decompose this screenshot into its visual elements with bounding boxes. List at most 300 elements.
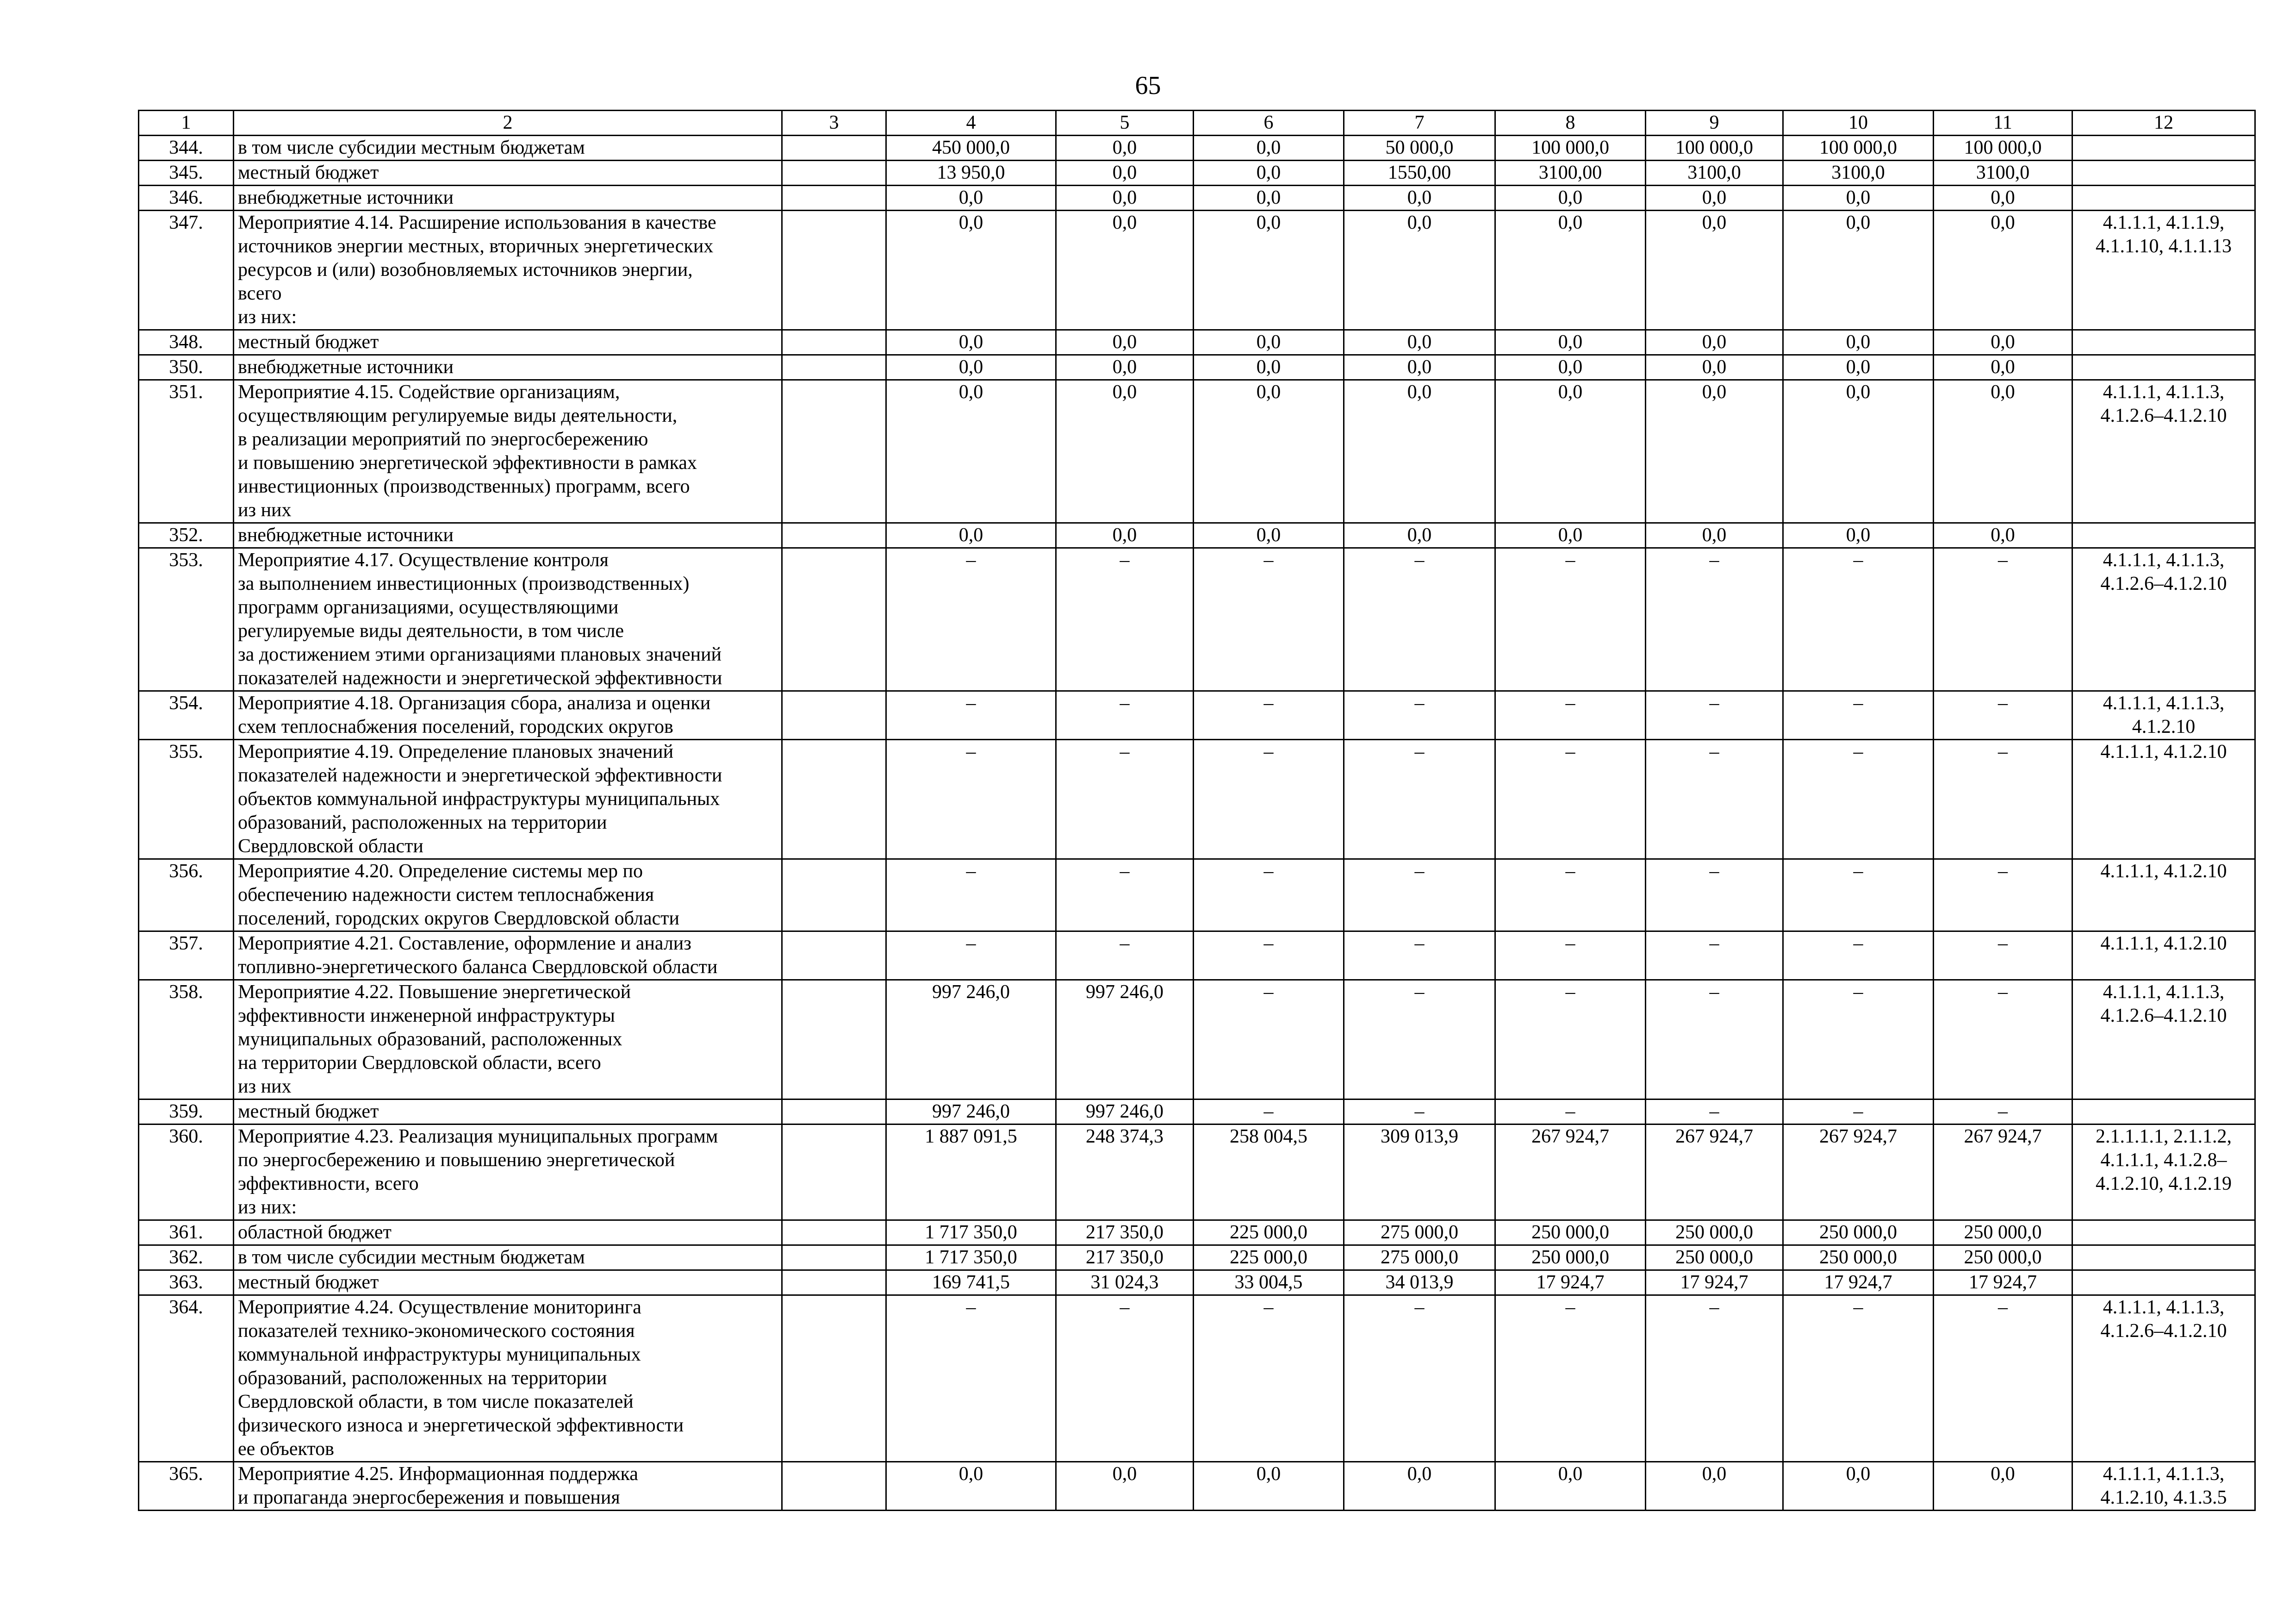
- item-name-cell: [234, 740, 782, 859]
- row-number-cell: 351.: [139, 380, 234, 523]
- item-name-cell: [234, 1295, 782, 1462]
- value-cell: 50 000,0: [1344, 136, 1495, 161]
- target-reference-cell: [2072, 355, 2255, 380]
- value-cell: 0,0: [1194, 211, 1344, 330]
- program-table: [138, 110, 2256, 1511]
- value-cell: 3100,0: [1934, 161, 2072, 186]
- table-row: [139, 1220, 2255, 1245]
- value-cell: 0,0: [1056, 161, 1194, 186]
- item-name-line: поселений, городских округов Свердловской области: [238, 908, 679, 929]
- value-cell: –: [1056, 1295, 1194, 1462]
- value-cell: 0,0: [1783, 211, 1934, 330]
- table-row: [139, 330, 2255, 355]
- value-cell: –: [1495, 1295, 1646, 1462]
- item-name-line: местный бюджет: [238, 1272, 379, 1293]
- value-cell: 33 004,5: [1194, 1270, 1344, 1295]
- item-name-cell: [234, 136, 782, 161]
- item-name-line: топливно-энергетического баланса Свердловской области: [238, 956, 718, 978]
- value-cell: –: [1934, 1099, 2072, 1124]
- table-row: [139, 380, 2255, 523]
- value-cell: 250 000,0: [1934, 1245, 2072, 1270]
- value-cell: 0,0: [1194, 380, 1344, 523]
- item-name-line: программ организациями, осуществляющими: [238, 597, 619, 618]
- value-cell: 34 013,9: [1344, 1270, 1495, 1295]
- value-cell: –: [1646, 1295, 1783, 1462]
- value-cell: 0,0: [1646, 1462, 1783, 1511]
- value-cell: 0,0: [1934, 355, 2072, 380]
- value-cell: 0,0: [1934, 380, 2072, 523]
- value-cell: 0,0: [1056, 355, 1194, 380]
- target-reference-line: 4.1.2.10, 4.1.3.5: [2100, 1487, 2227, 1508]
- target-reference-cell: [2072, 1099, 2255, 1124]
- value-cell: 0,0: [886, 1462, 1056, 1511]
- item-name-line: ресурсов и (или) возобновляемых источников энергии,: [238, 259, 693, 281]
- item-name-line: Мероприятие 4.19. Определение плановых значений: [238, 741, 674, 762]
- item-name-line: ее объектов: [238, 1438, 334, 1460]
- page-number: 65: [1135, 71, 1161, 100]
- value-cell: 0,0: [1934, 186, 2072, 211]
- item-name-line: физического износа и энергетической эффективности: [238, 1415, 684, 1436]
- item-name-line: осуществляющим регулируемые виды деятельности,: [238, 405, 678, 426]
- value-cell: 997 246,0: [886, 1099, 1056, 1124]
- value-cell: –: [1646, 1099, 1783, 1124]
- target-reference-cell: [2072, 980, 2255, 1099]
- target-reference-line: 4.1.2.6–4.1.2.10: [2100, 1320, 2227, 1342]
- value-cell: –: [1783, 691, 1934, 740]
- table-row: [139, 548, 2255, 691]
- target-reference-cell: [2072, 1462, 2255, 1511]
- value-cell: 0,0: [1194, 355, 1344, 380]
- value-cell: 0,0: [1194, 330, 1344, 355]
- target-reference-line: 4.1.1.1, 4.1.1.3,: [2103, 693, 2225, 714]
- value-cell: –: [1495, 859, 1646, 931]
- value-cell: –: [1934, 548, 2072, 691]
- column-number-cell: 9: [1646, 111, 1783, 136]
- value-cell: –: [1194, 980, 1344, 1099]
- item-name-line: за выполнением инвестиционных (производственных): [238, 573, 690, 594]
- table-row: [139, 691, 2255, 740]
- value-cell: 0,0: [1783, 330, 1934, 355]
- item-name-line: образований, расположенных на территории: [238, 1368, 607, 1389]
- target-reference-line: 2.1.1.1.1, 2.1.1.2,: [2096, 1126, 2232, 1147]
- value-cell: 0,0: [1056, 211, 1194, 330]
- item-name-cell: [234, 980, 782, 1099]
- value-cell: –: [1056, 740, 1194, 859]
- column-3-cell: [782, 548, 886, 691]
- target-reference-cell: [2072, 740, 2255, 859]
- target-reference-cell: [2072, 691, 2255, 740]
- item-name-cell: [234, 859, 782, 931]
- value-cell: 0,0: [1495, 380, 1646, 523]
- item-name-cell: [234, 691, 782, 740]
- item-name-line: эффективности инженерной инфраструктуры: [238, 1005, 615, 1026]
- value-cell: 0,0: [1056, 186, 1194, 211]
- row-number-cell: 364.: [139, 1295, 234, 1462]
- item-name-cell: [234, 548, 782, 691]
- item-name-line: на территории Свердловской области, всего: [238, 1052, 601, 1074]
- value-cell: –: [1646, 740, 1783, 859]
- value-cell: –: [1783, 548, 1934, 691]
- column-number-cell: 7: [1344, 111, 1495, 136]
- value-cell: 31 024,3: [1056, 1270, 1194, 1295]
- column-number-cell: 12: [2072, 111, 2255, 136]
- target-reference-line: 4.1.2.6–4.1.2.10: [2100, 573, 2227, 594]
- item-name-line: коммунальной инфраструктуры муниципальных: [238, 1344, 641, 1365]
- value-cell: 100 000,0: [1934, 136, 2072, 161]
- column-3-cell: [782, 186, 886, 211]
- row-number-cell: 354.: [139, 691, 234, 740]
- value-cell: –: [1646, 980, 1783, 1099]
- item-name-cell: [234, 931, 782, 980]
- row-number-cell: 350.: [139, 355, 234, 380]
- value-cell: –: [886, 740, 1056, 859]
- item-name-line: по энергосбережению и повышению энергетической: [238, 1149, 675, 1171]
- target-reference-line: 4.1.1.1, 4.1.1.3,: [2103, 981, 2225, 1003]
- value-cell: –: [1344, 1099, 1495, 1124]
- value-cell: 0,0: [886, 330, 1056, 355]
- item-name-line: инвестиционных (производственных) программ, всего: [238, 476, 690, 497]
- item-name-line: муниципальных образований, расположенных: [238, 1029, 622, 1050]
- value-cell: 0,0: [886, 380, 1056, 523]
- value-cell: –: [1934, 859, 2072, 931]
- value-cell: –: [1783, 1099, 1934, 1124]
- value-cell: 0,0: [1344, 186, 1495, 211]
- row-number-cell: 362.: [139, 1245, 234, 1270]
- item-name-cell: [234, 1270, 782, 1295]
- value-cell: 225 000,0: [1194, 1220, 1344, 1245]
- value-cell: 0,0: [1495, 1462, 1646, 1511]
- value-cell: 0,0: [1646, 211, 1783, 330]
- column-3-cell: [782, 330, 886, 355]
- column-number-cell: 1: [139, 111, 234, 136]
- target-reference-cell: [2072, 1124, 2255, 1220]
- value-cell: 250 000,0: [1646, 1245, 1783, 1270]
- value-cell: 0,0: [1934, 1462, 2072, 1511]
- value-cell: 250 000,0: [1495, 1245, 1646, 1270]
- item-name-line: местный бюджет: [238, 331, 379, 353]
- target-reference-cell: [2072, 523, 2255, 548]
- value-cell: 0,0: [1056, 380, 1194, 523]
- item-name-cell: [234, 1462, 782, 1511]
- row-number-cell: 348.: [139, 330, 234, 355]
- item-name-cell: [234, 1124, 782, 1220]
- value-cell: –: [1934, 691, 2072, 740]
- item-name-line: Мероприятие 4.20. Определение системы мер по: [238, 861, 643, 882]
- item-name-cell: [234, 355, 782, 380]
- value-cell: –: [1495, 740, 1646, 859]
- value-cell: 0,0: [886, 355, 1056, 380]
- value-cell: 0,0: [1934, 523, 2072, 548]
- value-cell: 0,0: [1495, 523, 1646, 548]
- column-3-cell: [782, 1462, 886, 1511]
- value-cell: 258 004,5: [1194, 1124, 1344, 1220]
- target-reference-line: 4.1.1.1, 4.1.2.10: [2100, 741, 2227, 762]
- item-name-line: внебюджетные источники: [238, 525, 454, 546]
- column-number-cell: 6: [1194, 111, 1344, 136]
- value-cell: –: [1194, 859, 1344, 931]
- column-3-cell: [782, 1245, 886, 1270]
- value-cell: 225 000,0: [1194, 1245, 1344, 1270]
- target-reference-line: 4.1.1.1, 4.1.2.8–: [2100, 1149, 2227, 1171]
- value-cell: 250 000,0: [1495, 1220, 1646, 1245]
- value-cell: 0,0: [1646, 523, 1783, 548]
- value-cell: –: [1344, 980, 1495, 1099]
- value-cell: –: [1056, 859, 1194, 931]
- value-cell: –: [1934, 740, 2072, 859]
- value-cell: 0,0: [1934, 330, 2072, 355]
- value-cell: –: [1495, 1099, 1646, 1124]
- item-name-line: показателей надежности и энергетической эффективности: [238, 668, 722, 689]
- column-3-cell: [782, 980, 886, 1099]
- item-name-line: внебюджетные источники: [238, 356, 454, 378]
- value-cell: 17 924,7: [1934, 1270, 2072, 1295]
- table-row: [139, 1295, 2255, 1462]
- value-cell: 0,0: [1783, 355, 1934, 380]
- value-cell: 217 350,0: [1056, 1220, 1194, 1245]
- value-cell: 17 924,7: [1646, 1270, 1783, 1295]
- item-name-line: схем теплоснабжения поселений, городских округов: [238, 716, 673, 737]
- value-cell: –: [1194, 931, 1344, 980]
- value-cell: –: [1344, 1295, 1495, 1462]
- value-cell: –: [1783, 1295, 1934, 1462]
- table-row: [139, 980, 2255, 1099]
- item-name-line: в реализации мероприятий по энергосбережению: [238, 429, 648, 450]
- value-cell: 250 000,0: [1646, 1220, 1783, 1245]
- value-cell: –: [1056, 931, 1194, 980]
- value-cell: –: [1194, 740, 1344, 859]
- item-name-line: показателей надежности и энергетической эффективности: [238, 765, 722, 786]
- value-cell: 0,0: [1056, 136, 1194, 161]
- value-cell: –: [886, 1295, 1056, 1462]
- table-row: [139, 1245, 2255, 1270]
- item-name-cell: [234, 330, 782, 355]
- value-cell: –: [1344, 859, 1495, 931]
- value-cell: 997 246,0: [1056, 1099, 1194, 1124]
- value-cell: 1 717 350,0: [886, 1245, 1056, 1270]
- item-name-line: и пропаганда энергосбережения и повышения: [238, 1487, 620, 1508]
- target-reference-line: 4.1.1.10, 4.1.1.13: [2096, 236, 2232, 257]
- value-cell: 0,0: [1344, 380, 1495, 523]
- value-cell: 1 887 091,5: [886, 1124, 1056, 1220]
- value-cell: 0,0: [1646, 355, 1783, 380]
- item-name-cell: [234, 1245, 782, 1270]
- value-cell: –: [1934, 980, 2072, 1099]
- value-cell: 17 924,7: [1783, 1270, 1934, 1295]
- item-name-line: Мероприятие 4.14. Расширение использования в качестве: [238, 212, 716, 233]
- value-cell: 169 741,5: [886, 1270, 1056, 1295]
- value-cell: 0,0: [1783, 1462, 1934, 1511]
- value-cell: 267 924,7: [1934, 1124, 2072, 1220]
- row-number-cell: 345.: [139, 161, 234, 186]
- item-name-line: показателей технико-экономического состояния: [238, 1320, 635, 1342]
- target-reference-cell: [2072, 186, 2255, 211]
- value-cell: 0,0: [886, 211, 1056, 330]
- row-number-cell: 365.: [139, 1462, 234, 1511]
- item-name-line: и повышению энергетической эффективности в рамках: [238, 452, 697, 474]
- value-cell: 0,0: [886, 186, 1056, 211]
- row-number-cell: 359.: [139, 1099, 234, 1124]
- target-reference-cell: [2072, 931, 2255, 980]
- row-number-cell: 347.: [139, 211, 234, 330]
- target-reference-line: 4.1.1.1, 4.1.1.3,: [2103, 1463, 2225, 1485]
- value-cell: 0,0: [1495, 186, 1646, 211]
- value-cell: 217 350,0: [1056, 1245, 1194, 1270]
- item-name-line: Мероприятие 4.25. Информационная поддержка: [238, 1463, 638, 1485]
- value-cell: –: [886, 931, 1056, 980]
- value-cell: 0,0: [1783, 380, 1934, 523]
- value-cell: 250 000,0: [1934, 1220, 2072, 1245]
- column-3-cell: [782, 136, 886, 161]
- row-number-cell: 356.: [139, 859, 234, 931]
- value-cell: 0,0: [1495, 330, 1646, 355]
- value-cell: –: [1495, 548, 1646, 691]
- value-cell: 997 246,0: [1056, 980, 1194, 1099]
- item-name-cell: [234, 380, 782, 523]
- value-cell: 997 246,0: [886, 980, 1056, 1099]
- value-cell: 248 374,3: [1056, 1124, 1194, 1220]
- column-number-cell: 8: [1495, 111, 1646, 136]
- value-cell: 0,0: [886, 523, 1056, 548]
- value-cell: 3100,0: [1783, 161, 1934, 186]
- value-cell: –: [1194, 548, 1344, 691]
- value-cell: –: [1783, 931, 1934, 980]
- item-name-line: в том числе субсидии местным бюджетам: [238, 137, 585, 158]
- item-name-line: образований, расположенных на территории: [238, 812, 607, 833]
- item-name-line: Мероприятие 4.21. Составление, оформление и анализ: [238, 933, 691, 954]
- column-3-cell: [782, 1295, 886, 1462]
- item-name-line: обеспечению надежности систем теплоснабжения: [238, 884, 654, 906]
- value-cell: 0,0: [1783, 186, 1934, 211]
- table-row: [139, 1124, 2255, 1220]
- table-row: [139, 211, 2255, 330]
- row-number-cell: 360.: [139, 1124, 234, 1220]
- value-cell: 0,0: [1344, 211, 1495, 330]
- value-cell: –: [1646, 859, 1783, 931]
- item-name-line: внебюджетные источники: [238, 187, 454, 208]
- value-cell: 3100,0: [1646, 161, 1783, 186]
- value-cell: –: [1344, 691, 1495, 740]
- value-cell: 309 013,9: [1344, 1124, 1495, 1220]
- value-cell: –: [1783, 859, 1934, 931]
- target-reference-line: 4.1.2.6–4.1.2.10: [2100, 405, 2227, 426]
- item-name-line: из них: [238, 1076, 292, 1097]
- value-cell: 0,0: [1646, 380, 1783, 523]
- value-cell: –: [1495, 691, 1646, 740]
- value-cell: –: [1194, 1099, 1344, 1124]
- item-name-line: Мероприятие 4.22. Повышение энергетической: [238, 981, 631, 1003]
- row-number-cell: 363.: [139, 1270, 234, 1295]
- row-number-cell: 357.: [139, 931, 234, 980]
- value-cell: 0,0: [1344, 1462, 1495, 1511]
- value-cell: 250 000,0: [1783, 1220, 1934, 1245]
- value-cell: –: [1783, 980, 1934, 1099]
- column-3-cell: [782, 1124, 886, 1220]
- value-cell: 450 000,0: [886, 136, 1056, 161]
- row-number-cell: 353.: [139, 548, 234, 691]
- item-name-line: Свердловской области: [238, 836, 423, 857]
- value-cell: –: [1495, 980, 1646, 1099]
- target-reference-cell: [2072, 1245, 2255, 1270]
- column-3-cell: [782, 380, 886, 523]
- table-row: [139, 355, 2255, 380]
- value-cell: –: [1495, 931, 1646, 980]
- item-name-line: Мероприятие 4.23. Реализация муниципальных программ: [238, 1126, 718, 1147]
- value-cell: –: [886, 548, 1056, 691]
- value-cell: –: [1344, 740, 1495, 859]
- value-cell: 0,0: [1194, 186, 1344, 211]
- column-3-cell: [782, 1220, 886, 1245]
- row-number-cell: 346.: [139, 186, 234, 211]
- item-name-line: местный бюджет: [238, 162, 379, 183]
- table-row: [139, 523, 2255, 548]
- item-name-line: из них: [238, 500, 292, 521]
- column-3-cell: [782, 691, 886, 740]
- row-number-cell: 358.: [139, 980, 234, 1099]
- target-reference-line: 4.1.2.10, 4.1.2.19: [2096, 1173, 2232, 1194]
- value-cell: 0,0: [1194, 136, 1344, 161]
- value-cell: 17 924,7: [1495, 1270, 1646, 1295]
- item-name-line: регулируемые виды деятельности, в том числе: [238, 620, 624, 642]
- table-row: [139, 859, 2255, 931]
- item-name-line: за достижением этими организациями плановых значений: [238, 644, 722, 665]
- target-reference-line: 4.1.2.10: [2132, 716, 2196, 737]
- column-3-cell: [782, 1099, 886, 1124]
- item-name-line: из них:: [238, 1197, 297, 1218]
- value-cell: –: [1194, 691, 1344, 740]
- table-row: [139, 1099, 2255, 1124]
- column-number-cell: 5: [1056, 111, 1194, 136]
- value-cell: 1550,00: [1344, 161, 1495, 186]
- item-name-cell: [234, 1220, 782, 1245]
- target-reference-cell: [2072, 1270, 2255, 1295]
- row-number-cell: 361.: [139, 1220, 234, 1245]
- value-cell: 0,0: [1934, 211, 2072, 330]
- value-cell: 0,0: [1646, 186, 1783, 211]
- item-name-line: Мероприятие 4.15. Содействие организациям,: [238, 381, 620, 403]
- item-name-line: источников энергии местных, вторичных энергетических: [238, 236, 714, 257]
- column-3-cell: [782, 931, 886, 980]
- item-name-line: местный бюджет: [238, 1101, 379, 1122]
- item-name-cell: [234, 186, 782, 211]
- target-reference-line: 4.1.1.1, 4.1.1.3,: [2103, 381, 2225, 403]
- target-reference-line: 4.1.1.1, 4.1.2.10: [2100, 861, 2227, 882]
- value-cell: 250 000,0: [1783, 1245, 1934, 1270]
- item-name-line: Мероприятие 4.18. Организация сбора, анализа и оценки: [238, 693, 711, 714]
- table-row: [139, 740, 2255, 859]
- value-cell: –: [1783, 740, 1934, 859]
- value-cell: 0,0: [1194, 1462, 1344, 1511]
- item-name-line: Мероприятие 4.17. Осуществление контроля: [238, 550, 609, 571]
- item-name-line: всего: [238, 283, 282, 304]
- value-cell: 100 000,0: [1495, 136, 1646, 161]
- value-cell: 1 717 350,0: [886, 1220, 1056, 1245]
- value-cell: 3100,00: [1495, 161, 1646, 186]
- target-reference-cell: [2072, 1220, 2255, 1245]
- table-row: [139, 931, 2255, 980]
- target-reference-line: 4.1.1.1, 4.1.2.10: [2100, 933, 2227, 954]
- value-cell: 267 924,7: [1495, 1124, 1646, 1220]
- target-reference-line: 4.1.1.1, 4.1.1.9,: [2103, 212, 2225, 233]
- item-name-line: в том числе субсидии местным бюджетам: [238, 1247, 585, 1268]
- value-cell: –: [1344, 548, 1495, 691]
- target-reference-cell: [2072, 161, 2255, 186]
- value-cell: –: [1934, 931, 2072, 980]
- value-cell: –: [1646, 548, 1783, 691]
- value-cell: 0,0: [1495, 211, 1646, 330]
- column-3-cell: [782, 740, 886, 859]
- item-name-line: областной бюджет: [238, 1222, 392, 1243]
- row-number-cell: 344.: [139, 136, 234, 161]
